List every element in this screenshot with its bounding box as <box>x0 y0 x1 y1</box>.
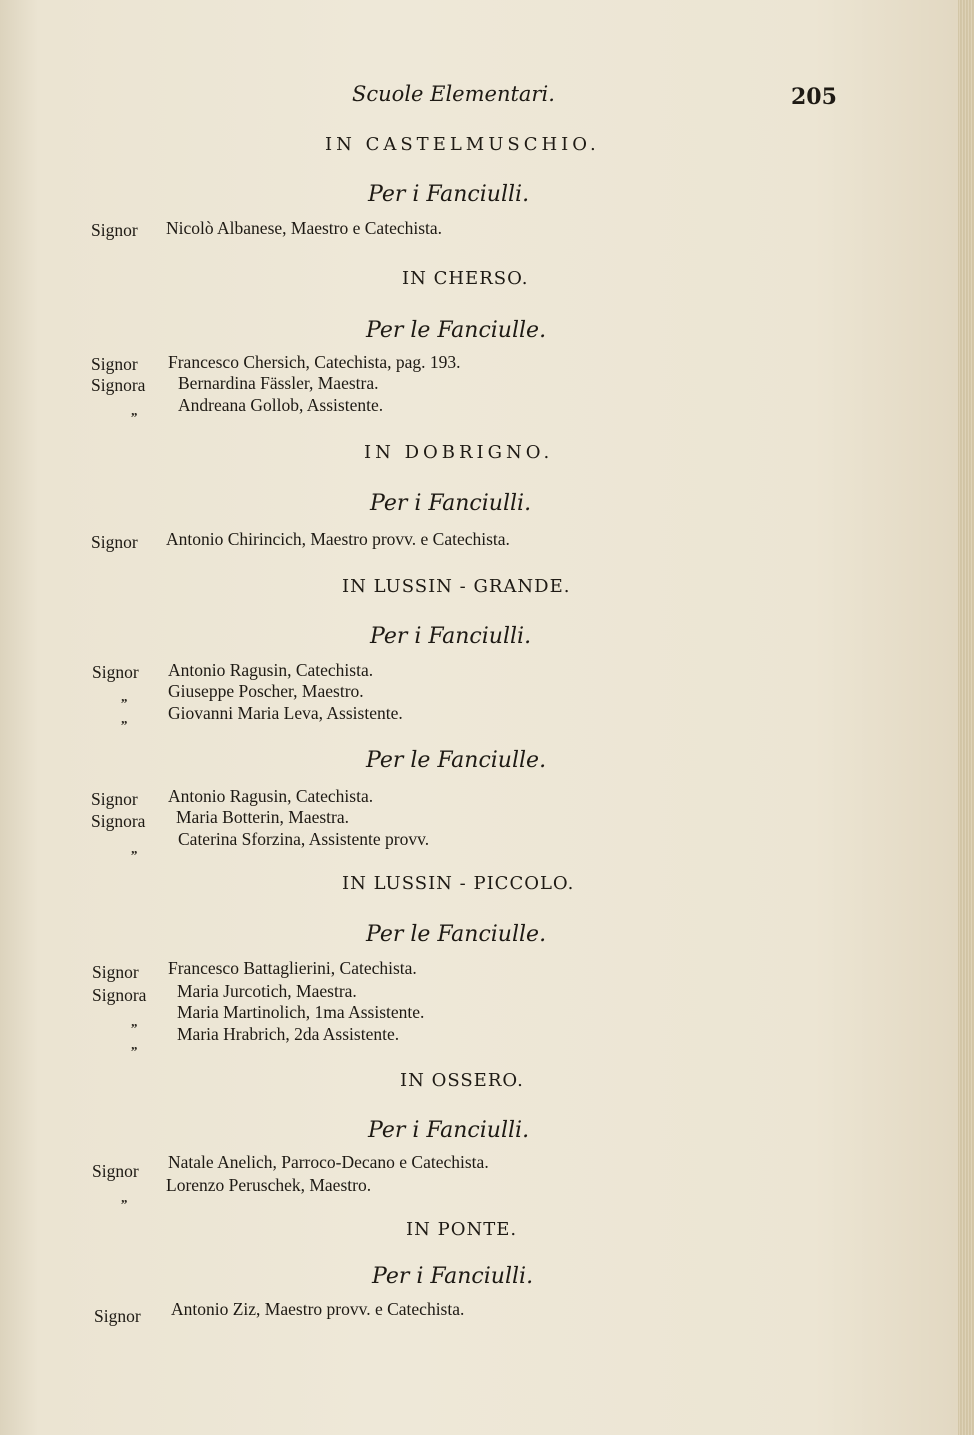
entry-name: Maria Martinolich, 1ma Assistente. <box>177 1002 425 1022</box>
entry-title: Signora <box>91 811 146 831</box>
entry-name: Francesco Battaglierini, Catechista. <box>168 958 417 978</box>
page-number: 205 <box>791 84 837 110</box>
entry-name: Andreana Gollob, Assistente. <box>178 395 384 415</box>
ditto-mark: „ <box>121 711 128 726</box>
entry-name: Maria Hrabrich, 2da Assistente. <box>177 1024 400 1044</box>
group-subtitle: Per le Fanciulle. <box>366 748 547 773</box>
place-heading: IN CHERSO. <box>402 268 529 289</box>
entry-name: Antonio Ragusin, Catechista. <box>168 786 374 806</box>
group-subtitle: Per le Fanciulle. <box>366 318 547 343</box>
entry-title: Signor <box>94 1306 141 1326</box>
entry-name: Nicolò Albanese, Maestro e Catechista. <box>166 218 443 238</box>
ditto-mark: „ <box>131 403 138 418</box>
entry-name: Maria Botterin, Maestra. <box>176 807 350 827</box>
entry-title: Signor <box>91 532 138 552</box>
entry-name: Bernardina Fässler, Maestra. <box>178 373 379 393</box>
entry-title: Signora <box>91 375 146 395</box>
entry-name: Maria Jurcotich, Maestra. <box>177 981 357 1001</box>
entry-title: Signor <box>92 1161 139 1181</box>
entry-title: Signor <box>91 220 138 240</box>
entry-name: Caterina Sforzina, Assistente provv. <box>178 829 430 849</box>
place-heading: IN DOBRIGNO. <box>364 442 554 463</box>
place-heading: IN OSSERO. <box>400 1070 524 1091</box>
entry-name: Francesco Chersich, Catechista, pag. 193. <box>168 352 461 372</box>
place-heading: IN LUSSIN - PICCOLO. <box>342 873 575 894</box>
group-subtitle: Per i Fanciulli. <box>368 182 530 207</box>
entry-name: Lorenzo Peruschek, Maestro. <box>166 1175 372 1195</box>
entry-title: Signor <box>92 962 139 982</box>
ditto-mark: „ <box>131 1037 138 1052</box>
entry-title: Signora <box>92 985 147 1005</box>
entry-name: Giuseppe Poscher, Maestro. <box>168 681 364 701</box>
place-heading: IN LUSSIN - GRANDE. <box>342 576 571 597</box>
place-heading: IN PONTE. <box>406 1219 518 1240</box>
ditto-mark: „ <box>131 1014 138 1029</box>
group-subtitle: Per i Fanciulli. <box>368 1118 530 1143</box>
ditto-mark: „ <box>121 1190 128 1205</box>
group-subtitle: Per i Fanciulli. <box>370 491 532 516</box>
ditto-mark: „ <box>131 841 138 856</box>
group-subtitle: Per le Fanciulle. <box>366 922 547 947</box>
entry-name: Natale Anelich, Parroco-Decano e Catechista. <box>168 1152 489 1172</box>
entry-title: Signor <box>92 662 139 682</box>
ditto-mark: „ <box>121 689 128 704</box>
place-heading: IN CASTELMUSCHIO. <box>325 134 600 155</box>
entry-name: Antonio Ziz, Maestro provv. e Catechista. <box>171 1299 465 1319</box>
entry-title: Signor <box>91 789 138 809</box>
entry-title: Signor <box>91 354 138 374</box>
entry-name: Giovanni Maria Leva, Assistente. <box>168 703 403 723</box>
group-subtitle: Per i Fanciulli. <box>372 1264 534 1289</box>
group-subtitle: Per i Fanciulli. <box>370 624 532 649</box>
running-title: Scuole Elementari. <box>352 82 555 106</box>
entry-name: Antonio Chirincich, Maestro provv. e Catechista. <box>166 529 510 549</box>
page-edge <box>958 0 974 1435</box>
entry-name: Antonio Ragusin, Catechista. <box>168 660 374 680</box>
